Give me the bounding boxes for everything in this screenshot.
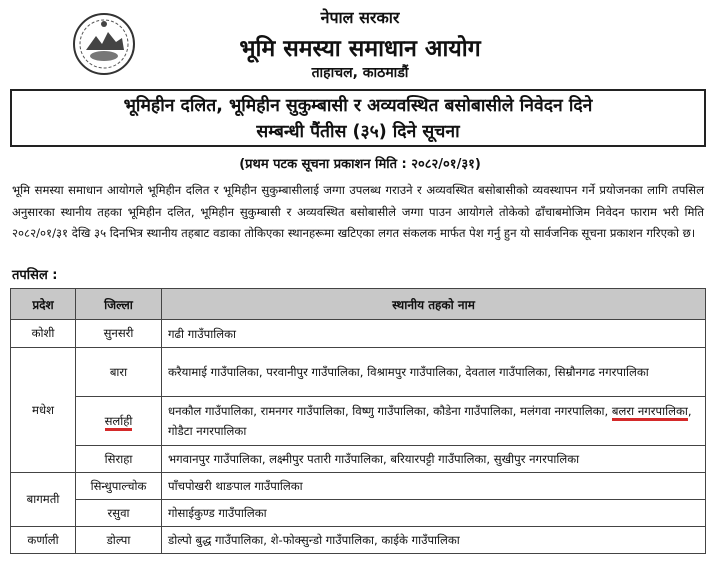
header-local-level: स्थानीय तहको नाम — [162, 289, 706, 320]
local-level-cell: डोल्पो बुद्ध गाउँपालिका, शे-फोक्सुन्डो गाउँपालिका, काईके गाउँपालिका — [162, 527, 706, 554]
province-cell: मधेश — [11, 348, 76, 473]
table-row — [11, 473, 706, 500]
commission-name: भूमि समस्या समाधान आयोग — [239, 36, 481, 62]
local-level-table — [10, 288, 706, 554]
district-cell: रसुवा — [76, 500, 162, 527]
notice-title-line2: सम्बन्धी पैंतीस (३५) दिने सूचना — [256, 122, 460, 142]
table-row — [11, 397, 706, 446]
local-level-underlined: बलरा नगरपालिका — [612, 404, 688, 421]
local-level-cell — [162, 397, 706, 446]
district-cell: डोल्पा — [76, 527, 162, 554]
local-level-cell: पाँचपोखरी थाङपाल गाउँपालिका — [162, 473, 706, 500]
notice-title-line1: भूमिहीन दलित, भूमिहीन सुकुम्बासी र अव्यवस्थित बसोबासीले निवेदन दिने — [123, 96, 593, 116]
header-province: प्रदेश — [11, 289, 76, 320]
district-cell: सिराहा — [76, 446, 162, 473]
notice-title-box — [10, 89, 706, 147]
local-level-cell: करैयामाई गाउँपालिका, परवानीपुर गाउँपालिका, विश्रामपुर गाउँपालिका, देवताल गाउँपालिका, सिम्रौनगढ नगरपालिका — [162, 348, 706, 397]
table-row — [11, 527, 706, 554]
local-level-cell: गढी गाउँपालिका — [162, 320, 706, 348]
publication-date: (प्रथम पटक सूचना प्रकाशन मिति : २०८२/०१/३१) — [239, 157, 481, 172]
province-cell: बागमती — [11, 473, 76, 527]
local-level-cell: भगवानपुर गाउँपालिका, लक्ष्मीपुर पतारी गाउँपालिका, बरियारपट्टी गाउँपालिका, सुखीपुर नगरपालिका — [162, 446, 706, 473]
notice-body: भूमि समस्या समाधान आयोगले भूमिहीन दलित र भूमिहीन सुकुम्बासीलाई जग्गा उपलब्ध गराउने र अव्यवस्थित बसोबासीको व्यवस्थापन गर्ने प्रयोजनका लागि तपसिल अनुसारका स्थानीय तहका भूमिहीन दलित, भूमिहीन सुकुम्बासी र अव्यवस्थित बसोबासीले जग्गा पाउन आयोगले तोकेको ढाँचाबमोजिम निवेदन फाराम भरी मिति २०८२/०१/३१ देखि ३५ दिनभित्र स्थानीय तहबाट वडाका तोकिएका स्थानहरूमा खटिएका लगत संकलक मार्फत पेश गर्नु हुन यो सार्वजनिक सूचना प्रकाशन गरिएको छ। — [12, 183, 704, 240]
district-cell: बारा — [76, 348, 162, 397]
office-location: ताहाचल, काठमाडौं — [311, 65, 409, 81]
government-name: नेपाल सरकार — [320, 8, 400, 27]
table-header-row — [11, 289, 706, 320]
district-cell: सिन्धुपाल्चोक — [76, 473, 162, 500]
local-level-text: धनकौल गाउँपालिका, रामनगर गाउँपालिका, विष्णु गाउँपालिका, कौडेना गाउँपालिका, मलंगवा नगरपालिका, — [168, 404, 612, 418]
table-row — [11, 320, 706, 348]
district-cell — [76, 397, 162, 446]
district-name-underlined: सर्लाही — [105, 414, 133, 431]
header-district: जिल्ला — [76, 289, 162, 320]
province-cell: कर्णाली — [11, 527, 76, 554]
local-level-cell: गोसाईकुण्ड गाउँपालिका — [162, 500, 706, 527]
table-row — [11, 446, 706, 473]
province-cell: कोशी — [11, 320, 76, 348]
tapsil-label: तपसिल : — [12, 268, 58, 283]
table-row — [11, 500, 706, 527]
table-row — [11, 348, 706, 397]
local-level-text: , गोडैटा नगरपालिका — [168, 404, 692, 438]
district-cell: सुनसरी — [76, 320, 162, 348]
